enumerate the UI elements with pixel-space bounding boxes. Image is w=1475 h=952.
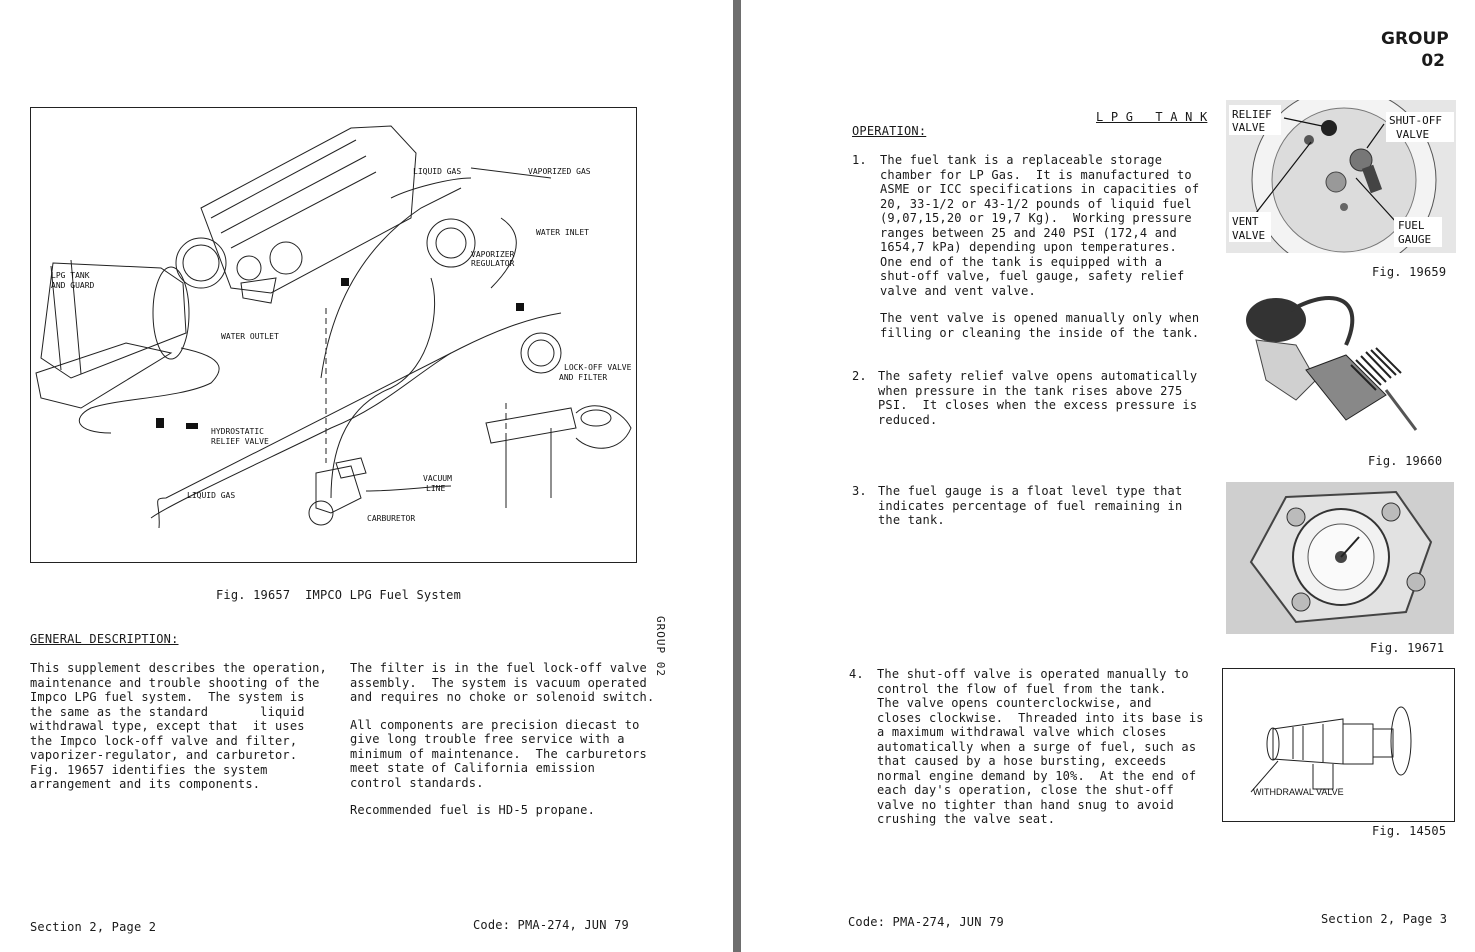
text-line: normal engine demand by 10%. At the end of [877, 768, 1197, 783]
text-line: 20, 33-1/2 or 43-1/2 pounds of liquid fuel [880, 196, 1192, 211]
label-liquid-gas-bottom: LIQUID GAS [187, 491, 236, 500]
text-line: crushing the valve seat. [877, 812, 1056, 826]
relief-valve-label-2: VALVE [1232, 121, 1266, 134]
relief-valve-photo [1236, 290, 1436, 450]
text-line: chamber for LP Gas. It is manufactured to [880, 167, 1192, 182]
text-line: when pressure in the tank rises above 275 [878, 383, 1183, 398]
group-label: GROUP [1381, 29, 1449, 49]
text-line: give long trouble free service with a [350, 732, 625, 746]
text-line: The valve opens counterclockwise, and [877, 696, 1152, 710]
fuel-gauge-label-2: GAUGE [1398, 233, 1432, 246]
withdrawal-valve-label: WITHDRAWAL VALVE [1253, 787, 1344, 797]
text-line: minimum of maintenance. The carburetors [350, 746, 647, 761]
label-regulator: REGULATOR [471, 259, 515, 268]
text-line: Impco LPG fuel system. The system is [30, 690, 305, 704]
label-lpg-tank: LPG TANK [51, 271, 90, 280]
text-line: meet state of California emission [350, 761, 596, 775]
text-line: The filter is in the fuel lock-off valve [350, 661, 647, 675]
text-line: ASME or ICC specifications in capacities of [880, 182, 1200, 196]
text-line: each day's operation, close the shut-off [877, 783, 1174, 797]
fuel-gauge-drawing [1226, 482, 1454, 634]
shutoff-valve-label-1: SHUT-OFF [1389, 114, 1442, 127]
group-number [1381, 28, 1449, 72]
text-line: filling or cleaning the inside of the tank. [880, 325, 1200, 340]
fig-caption-14505: Fig. 14505 [1372, 824, 1447, 838]
item-1b-text [880, 311, 1199, 340]
right-page [741, 0, 1475, 952]
shutoff-valve-label-2: VALVE [1396, 128, 1430, 141]
text-line: One end of the tank is equipped with a [880, 254, 1163, 269]
fuel-gauge-photo [1226, 482, 1454, 634]
label-and-filter: AND FILTER [559, 373, 608, 382]
label-vaporized-gas: VAPORIZED GAS [528, 167, 591, 176]
general-description-col2 [350, 661, 654, 818]
text-line: The vent valve is opened manually only when [880, 311, 1200, 325]
item-1-text [880, 153, 1199, 298]
text-line: automatically when a surge of fuel, such as [877, 739, 1197, 754]
text-line: ranges between 25 and 240 PSI (172,4 and [880, 225, 1177, 240]
footer-code: Code: PMA-274, JUN 79 [473, 918, 629, 932]
label-water-inlet: WATER INLET [536, 228, 589, 237]
label-vacuum: VACUUM [423, 474, 452, 483]
text-line: 1654,7 kPa) depending upon temperatures. [880, 240, 1177, 254]
text-line: The fuel tank is a replaceable storage [880, 153, 1163, 167]
text-line: This supplement describes the operation, [30, 661, 327, 675]
item-3-text [878, 484, 1182, 528]
footer-section-page: Section 2, Page 3 [1321, 912, 1448, 926]
text-line: valve no tighter than hand snug to avoid [877, 797, 1174, 812]
fuel-system-drawing [31, 108, 636, 562]
text-line: arrangement and its components. [30, 777, 261, 791]
text-line: PSI. It closes when the excess pressure is [878, 398, 1198, 412]
text-line: control the flow of fuel from the tank. [877, 681, 1167, 696]
group-value: 02 [1421, 51, 1445, 71]
text-line: closes clockwise. Threaded into its base is [877, 710, 1204, 725]
footer-code: Code: PMA-274, JUN 79 [848, 915, 1004, 929]
fuel-gauge-label-1: FUEL [1398, 219, 1425, 232]
label-lockoff-valve: LOCK-OFF VALVE [564, 363, 632, 372]
item-4-text [877, 667, 1204, 827]
text-line: Recommended fuel is HD-5 propane. [350, 803, 596, 817]
text-line: control standards. [350, 775, 484, 790]
vent-valve-label-1: VENT [1232, 215, 1259, 228]
text-line: the same as the standard liquid [30, 704, 305, 719]
text-line: The shut-off valve is operated manually to [877, 667, 1189, 681]
withdrawal-valve-drawing [1223, 669, 1454, 821]
left-page [0, 0, 733, 952]
text-line: shut-off valve, fuel gauge, safety relief [880, 269, 1185, 283]
label-relief-valve: RELIEF VALVE [211, 437, 269, 446]
fig-caption-19659: Fig. 19659 [1372, 265, 1447, 279]
fuel-system-diagram [30, 107, 637, 563]
label-water-outlet: WATER OUTLET [221, 332, 279, 341]
tank-end-photo [1226, 100, 1456, 253]
item-number: 1. [852, 153, 867, 167]
text-line: Fig. 19657 identifies the system [30, 762, 268, 777]
text-line: maintenance and trouble shooting of the [30, 675, 320, 690]
item-number: 2. [852, 369, 867, 383]
withdrawal-valve-drawing-frame [1222, 668, 1455, 822]
operation-heading: OPERATION: [852, 124, 927, 138]
relief-valve-drawing [1236, 290, 1436, 450]
label-and-guard: AND GUARD [51, 281, 95, 290]
text-line: The safety relief valve opens automatically [878, 369, 1198, 383]
side-group-tab: GROUP 02 [654, 616, 667, 677]
footer-section-page: Section 2, Page 2 [30, 920, 157, 934]
label-hydrostatic: HYDROSTATIC [211, 427, 264, 436]
item-number: 3. [852, 484, 867, 498]
label-line: LINE [426, 484, 446, 493]
text-line: a maximum withdrawal valve which closes [877, 725, 1167, 739]
text-line: withdrawal type, except that it uses [30, 719, 305, 733]
text-line: and requires no choke or solenoid switch. [350, 690, 655, 704]
item-2-text [878, 369, 1197, 427]
relief-valve-label-1: RELIEF [1232, 108, 1272, 121]
text-line: The fuel gauge is a float level type that [878, 484, 1183, 498]
general-description-col1 [30, 661, 327, 792]
text-line: assembly. The system is vacuum operated [350, 675, 647, 690]
tank-end-drawing [1226, 100, 1456, 253]
text-line: (9,07,15,20 or 19,7 Kg). Working pressure [880, 211, 1192, 225]
text-line: the tank. [878, 513, 945, 527]
item-number: 4. [849, 667, 864, 681]
text-line: reduced. [878, 412, 938, 427]
text-line: valve and vent valve. [880, 283, 1036, 298]
fig-caption-19660: Fig. 19660 [1368, 454, 1443, 468]
text-line: the Impco lock-off valve and filter, [30, 733, 298, 748]
general-description-heading: GENERAL DESCRIPTION: [30, 632, 179, 646]
text-line: vaporizer-regulator, and carburetor. [30, 748, 298, 762]
fig-caption-19671: Fig. 19671 [1370, 641, 1445, 655]
label-carburetor: CARBURETOR [367, 514, 416, 523]
text-line: All components are precision diecast to [350, 717, 640, 732]
vent-valve-label-2: VALVE [1232, 229, 1266, 242]
page-title: L P G T A N K [1096, 110, 1208, 124]
label-liquid-gas-top: LIQUID GAS [413, 167, 462, 176]
text-line: indicates percentage of fuel remaining in [878, 498, 1183, 513]
text-line: that caused by a hose bursting, exceeds [877, 754, 1167, 768]
fig-caption-19657: Fig. 19657 IMPCO LPG Fuel System [216, 588, 462, 602]
label-vaporizer: VAPORIZER [471, 250, 515, 259]
